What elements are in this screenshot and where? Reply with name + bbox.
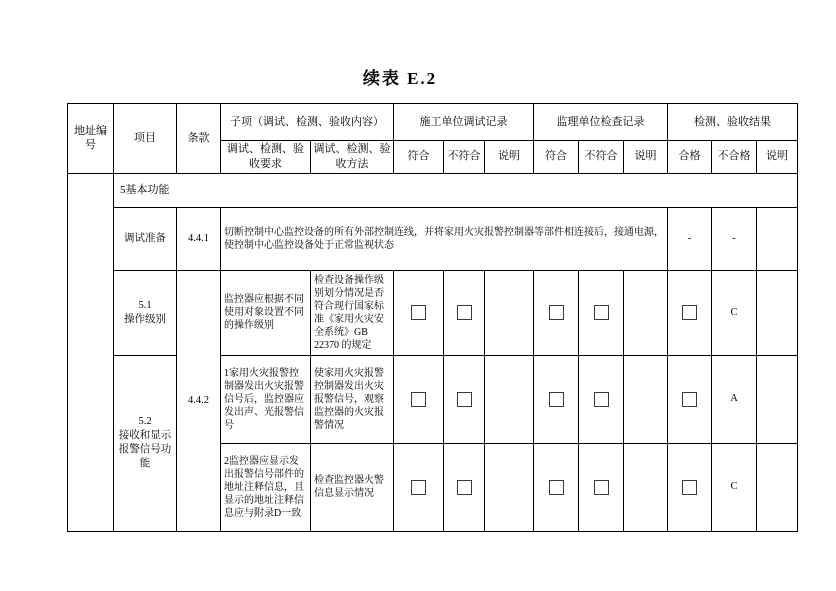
section-title: 5基本功能 xyxy=(114,173,798,207)
cell-5-1-construction-note xyxy=(485,270,534,355)
checkbox-construction-conform-5-2-2[interactable] xyxy=(411,480,426,495)
cell-5-2-2-construction-note xyxy=(485,443,534,531)
col-header-pass: 合格 xyxy=(668,141,712,174)
prep-content: 切断控制中心监控设备的所有外部控制连线，并将家用火灾报警控制器等部件相连接后，接通电源，使控制中心监控设备处于正常监视状态 xyxy=(221,207,668,270)
group-header-subitem: 子项（调试、检测、验收内容） xyxy=(221,104,394,141)
group-header-construction: 施工单位调试记录 xyxy=(394,104,534,141)
cell-5-2-2-result-note xyxy=(757,443,798,531)
col-header-address: 地址编号 xyxy=(68,104,114,174)
address-empty-cell xyxy=(68,173,114,531)
col-header-conform-construction: 符合 xyxy=(394,141,444,174)
checkbox-pass-5-2-2[interactable] xyxy=(682,480,697,495)
grade-5-2-1: A xyxy=(712,355,757,443)
checkbox-supervision-nonconform-5-2-1[interactable] xyxy=(594,392,609,407)
project-5-1 xyxy=(114,270,177,355)
col-header-requirement: 调试、检测、验收要求 xyxy=(221,141,311,174)
requirement-5-2-1: 1家用火灾报警控制器发出火灾报警信号后，监控器应发出声、光报警信号 xyxy=(221,355,311,443)
col-header-project: 项目 xyxy=(114,104,177,174)
checkbox-construction-nonconform-5-2-2[interactable] xyxy=(457,480,472,495)
col-header-note-result: 说明 xyxy=(757,141,798,174)
col-header-conform-supervision: 符合 xyxy=(534,141,579,174)
checkbox-supervision-conform-5-2-2[interactable] xyxy=(549,480,564,495)
col-header-note-construction: 说明 xyxy=(485,141,534,174)
col-header-nonconform-construction: 不符合 xyxy=(444,141,485,174)
cell-5-2-1-construction-note xyxy=(485,355,534,443)
checkbox-supervision-conform-5-1[interactable] xyxy=(549,305,564,320)
checkbox-supervision-conform-5-2-1[interactable] xyxy=(549,392,564,407)
cell-5-2-1-result-note xyxy=(757,355,798,443)
header-row-1 xyxy=(68,104,798,141)
group-header-result: 检测、验收结果 xyxy=(668,104,798,141)
acceptance-record-table xyxy=(67,103,798,532)
cell-5-1-supervision-nonconform xyxy=(579,270,624,355)
method-5-1: 检查设备操作级别划分情况是否符合现行国家标准《家用火灾安全系统》GB 22370 的规定 xyxy=(311,270,394,355)
cell-5-1-construction-nonconform xyxy=(444,270,485,355)
cell-5-2-1-supervision-note xyxy=(624,355,668,443)
prep-note-cell xyxy=(757,207,798,270)
section-row xyxy=(68,173,798,207)
method-5-2-2: 检查监控器火警信息显示情况 xyxy=(311,443,394,531)
checkbox-construction-conform-5-1[interactable] xyxy=(411,305,426,320)
col-header-nonconform-supervision: 不符合 xyxy=(579,141,624,174)
row-prep xyxy=(68,207,798,270)
cell-5-1-result-note xyxy=(757,270,798,355)
prep-pass-mark: - xyxy=(668,207,712,270)
row-5-1 xyxy=(68,270,798,355)
page-title: 续表 E.2 xyxy=(362,69,438,88)
cell-5-2-2-supervision-note xyxy=(624,443,668,531)
prep-project: 调试准备 xyxy=(114,207,177,270)
cell-5-2-1-supervision-conform xyxy=(534,355,579,443)
prep-clause: 4.4.1 xyxy=(177,207,221,270)
col-header-fail: 不合格 xyxy=(712,141,757,174)
project-5-1-name: 操作级别 xyxy=(124,313,166,325)
cell-5-2-1-construction-nonconform xyxy=(444,355,485,443)
checkbox-pass-5-1[interactable] xyxy=(682,305,697,320)
requirement-5-1: 监控器应根据不同使用对象设置不同的操作级别 xyxy=(221,270,311,355)
col-header-method: 调试、检测、验收方法 xyxy=(311,141,394,174)
grade-5-2-2: C xyxy=(712,443,757,531)
requirement-5-2-2: 2监控器应显示发出报警信号部件的地址注释信息，且显示的地址注释信息应与附录D一致 xyxy=(221,443,311,531)
cell-5-2-1-pass xyxy=(668,355,712,443)
project-5-2-number: 5.2 xyxy=(138,415,152,427)
cell-5-1-pass xyxy=(668,270,712,355)
cell-5-1-construction-conform xyxy=(394,270,444,355)
checkbox-construction-conform-5-2-1[interactable] xyxy=(411,392,426,407)
cell-5-2-2-supervision-conform xyxy=(534,443,579,531)
cell-5-1-supervision-conform xyxy=(534,270,579,355)
checkbox-construction-nonconform-5-2-1[interactable] xyxy=(457,392,472,407)
grade-5-1: C xyxy=(712,270,757,355)
checkbox-construction-nonconform-5-1[interactable] xyxy=(457,305,472,320)
checkbox-supervision-nonconform-5-1[interactable] xyxy=(594,305,609,320)
project-5-2-name: 接收和显示报警信号功能 xyxy=(118,430,172,470)
cell-5-2-2-pass xyxy=(668,443,712,531)
project-5-1-number: 5.1 xyxy=(138,299,152,311)
cell-5-2-2-construction-nonconform xyxy=(444,443,485,531)
cell-5-2-2-supervision-nonconform xyxy=(579,443,624,531)
cell-5-2-1-construction-conform xyxy=(394,355,444,443)
cell-5-1-supervision-note xyxy=(624,270,668,355)
clause-4-4-2: 4.4.2 xyxy=(177,270,221,531)
checkbox-pass-5-2-1[interactable] xyxy=(682,392,697,407)
project-5-2 xyxy=(114,355,177,531)
cell-5-2-1-supervision-nonconform xyxy=(579,355,624,443)
method-5-2-1: 使家用火灾报警控制器发出火灾报警信号，观察监控器的火灾报警情况 xyxy=(311,355,394,443)
checkbox-supervision-nonconform-5-2-2[interactable] xyxy=(594,480,609,495)
group-header-supervision: 监理单位检查记录 xyxy=(534,104,668,141)
col-header-clause: 条款 xyxy=(177,104,221,174)
prep-fail-mark: - xyxy=(712,207,757,270)
cell-5-2-2-construction-conform xyxy=(394,443,444,531)
col-header-note-supervision: 说明 xyxy=(624,141,668,174)
